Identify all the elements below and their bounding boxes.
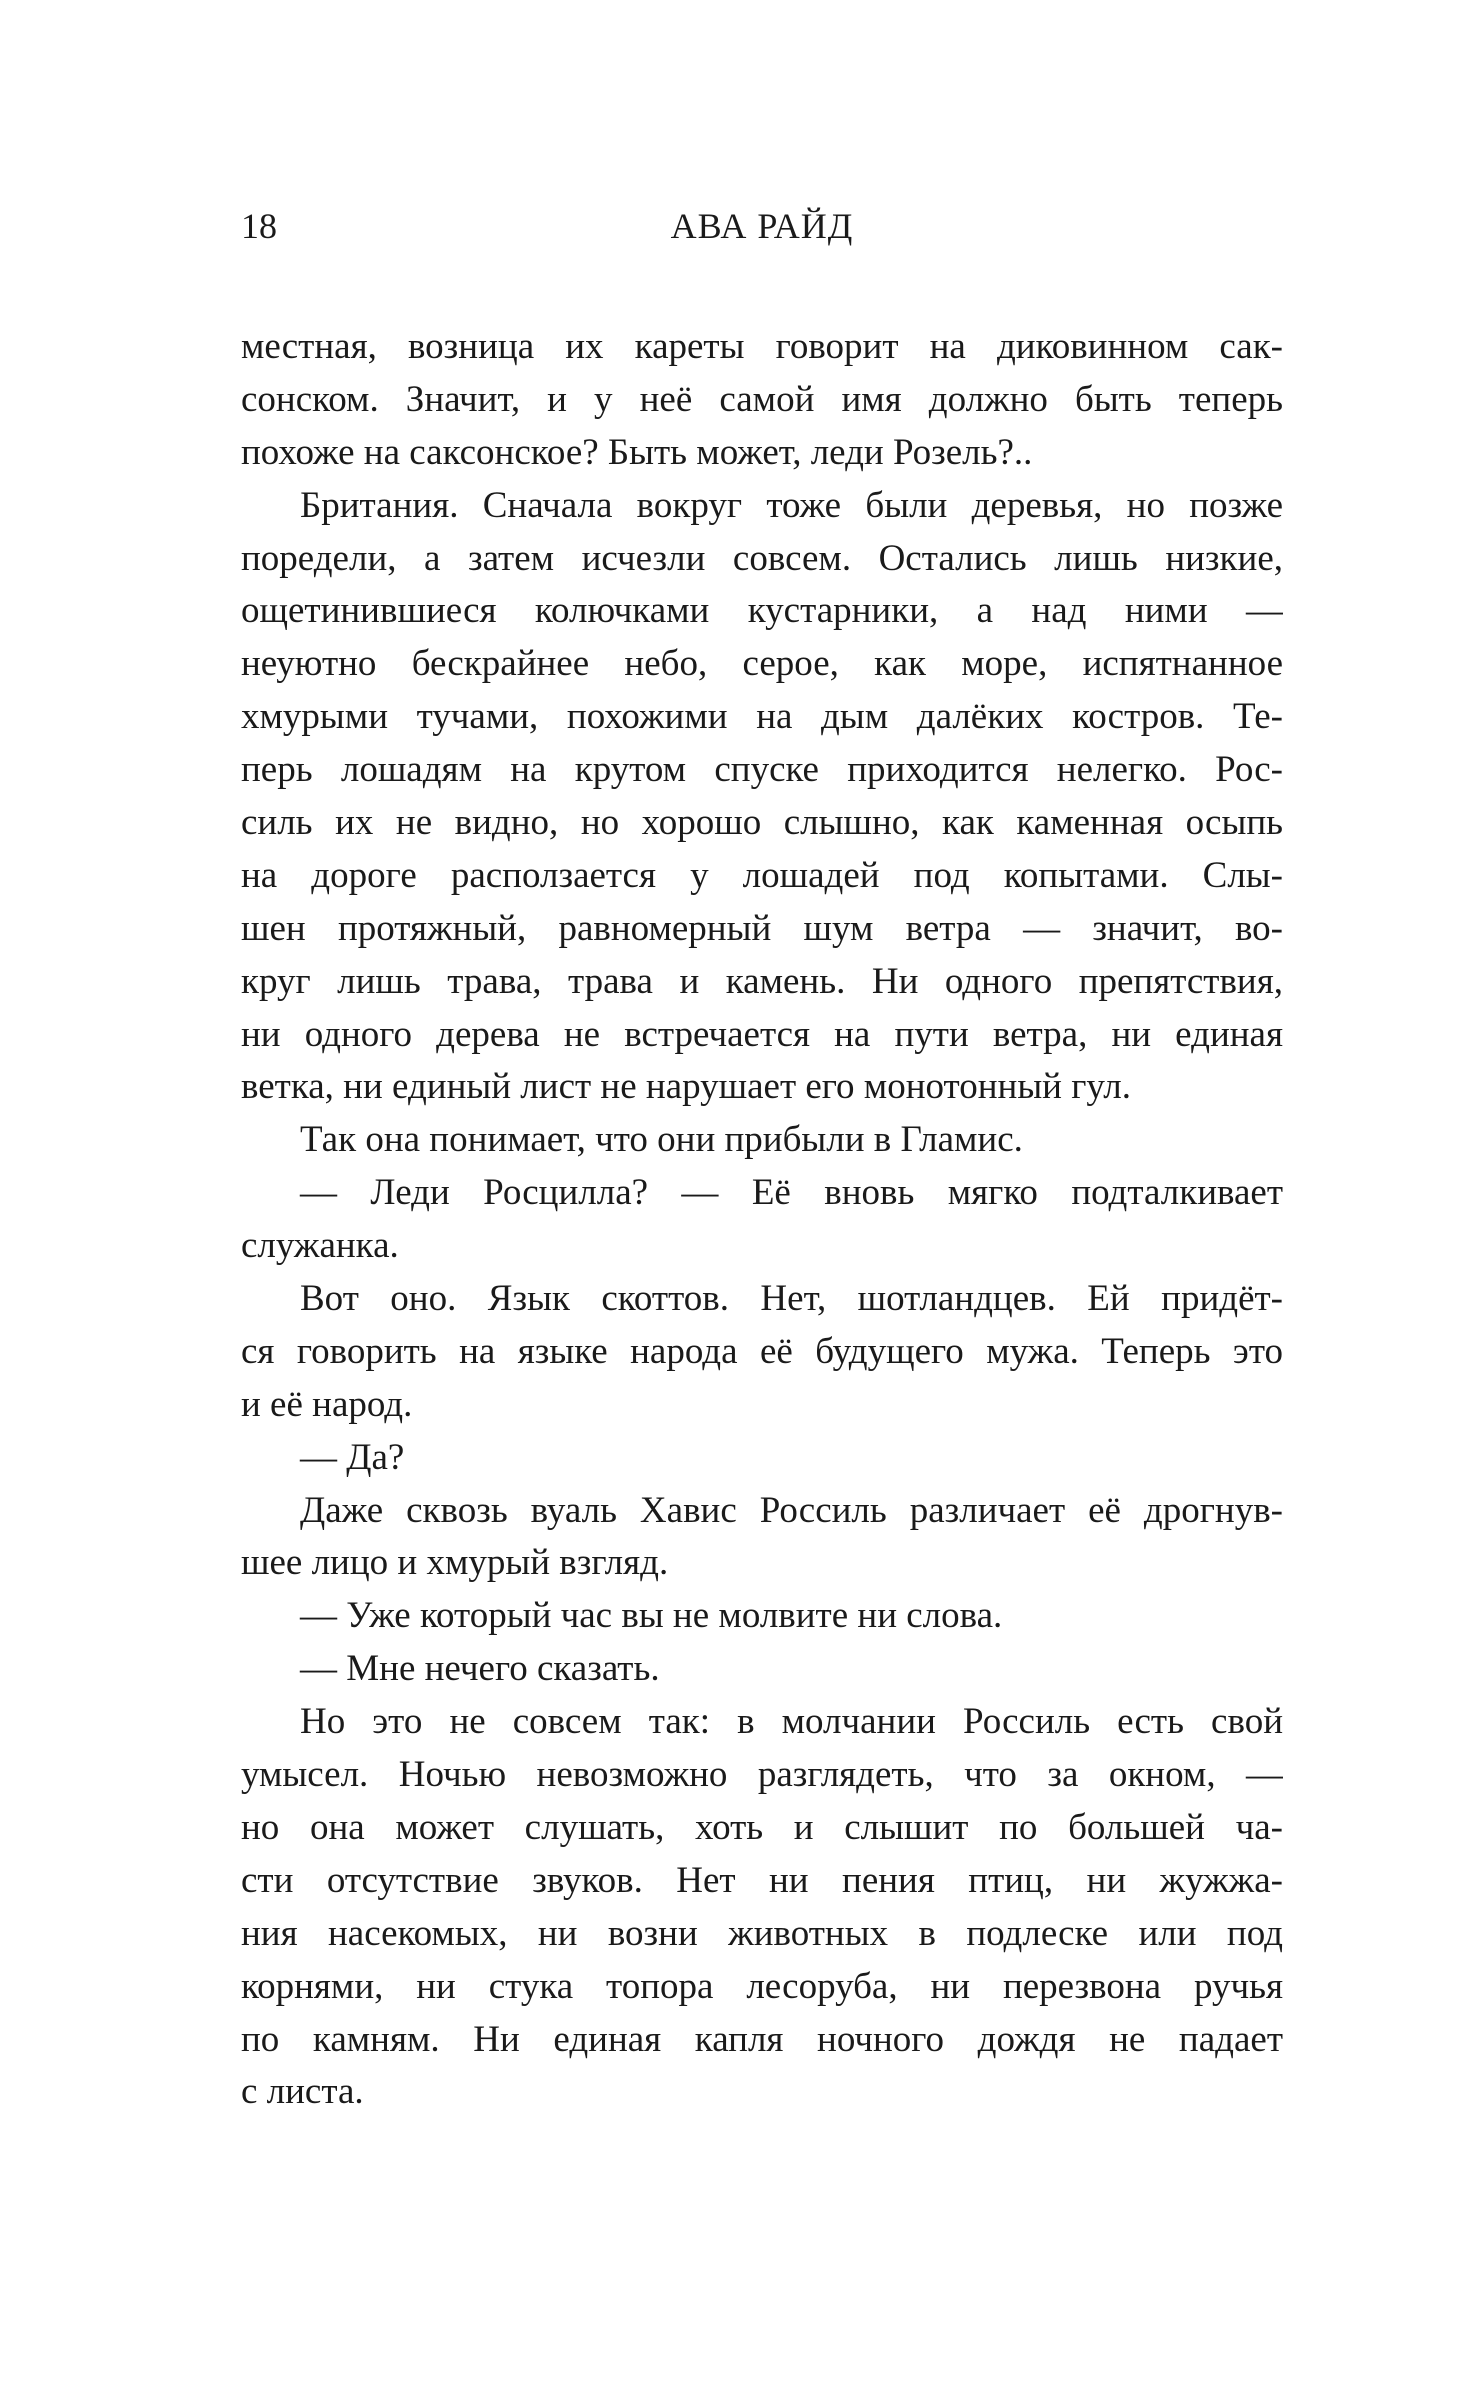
text-line: — Леди Росцилла? — Её вновь мягко подталкивает <box>300 1172 1283 1214</box>
text-line: шее лицо и хмурый взгляд. <box>241 1542 669 1584</box>
text-line: Но это не совсем так: в молчании Россиль есть свой <box>300 1701 1283 1743</box>
text-line: по камням. Ни единая капля ночного дождя не падает <box>241 2018 1283 2060</box>
text-line: — Мне нечего сказать. <box>300 1648 660 1690</box>
text-line: на дороге расползается у лошадей под копытами. Слы- <box>241 854 1283 896</box>
text-line: ощетинившиеся колючками кустарники, а над ними — <box>241 590 1283 632</box>
text-line: сонском. Значит, и у неё самой имя должно быть теперь <box>241 378 1283 420</box>
text-line: но она может слушать, хоть и слышит по большей ча- <box>241 1806 1283 1848</box>
text-line: шен протяжный, равномерный шум ветра — значит, во- <box>241 907 1283 949</box>
text-line: Так она понимает, что они прибыли в Гламис. <box>300 1119 1023 1161</box>
text-line: хмурыми тучами, похожими на дым далёких костров. Те- <box>241 696 1283 738</box>
text-line: ния насекомых, ни возни животных в подлеске или под <box>241 1912 1283 1954</box>
running-head <box>241 198 1283 254</box>
text-line: Даже сквозь вуаль Хавис Россиль различает её дрогнув- <box>300 1489 1283 1531</box>
text-line: круг лишь трава, трава и камень. Ни одного препятствия, <box>241 960 1283 1002</box>
text-line: ветка, ни единый лист не нарушает его монотонный гул. <box>241 1066 1131 1108</box>
text-line: Британия. Сначала вокруг тоже были деревья, но позже <box>300 484 1283 526</box>
text-line: с листа. <box>241 2071 364 2113</box>
text-line: сти отсутствие звуков. Нет ни пения птиц, ни жужжа- <box>241 1859 1283 1901</box>
text-line: и её народ. <box>241 1383 413 1425</box>
body-text <box>241 321 1283 2119</box>
text-line: силь их не видно, но хорошо слышно, как каменная осыпь <box>241 802 1283 844</box>
text-line: — Да? <box>300 1436 405 1478</box>
text-line: ни одного дерева не встречается на пути ветра, ни единая <box>241 1013 1283 1055</box>
text-line: местная, возница их кареты говорит на диковинном сак- <box>241 326 1283 367</box>
text-line: — Уже который час вы не молвите ни слова. <box>300 1595 1003 1637</box>
text-line: похоже на саксонское? Быть может, леди Розель?.. <box>241 431 1033 473</box>
text-line: поредели, а затем исчезли совсем. Остались лишь низкие, <box>241 537 1283 579</box>
text-line: ся говорить на языке народа её будущего мужа. Теперь это <box>241 1330 1283 1372</box>
text-line: служанка. <box>241 1225 399 1267</box>
text-line: умысел. Ночью невозможно разглядеть, что за окном, — <box>241 1754 1283 1796</box>
page-number: 18 <box>241 206 277 246</box>
text-line: Вот оно. Язык скоттов. Нет, шотландцев. Ей придёт- <box>300 1278 1283 1320</box>
text-line: перь лошадям на крутом спуске приходится нелегко. Рос- <box>241 749 1283 791</box>
text-line: неуютно бескрайнее небо, серое, как море, испятнанное <box>241 643 1283 685</box>
text-line: корнями, ни стука топора лесоруба, ни перезвона ручья <box>241 1965 1283 2007</box>
running-head-author: АВА РАЙД <box>670 206 854 246</box>
